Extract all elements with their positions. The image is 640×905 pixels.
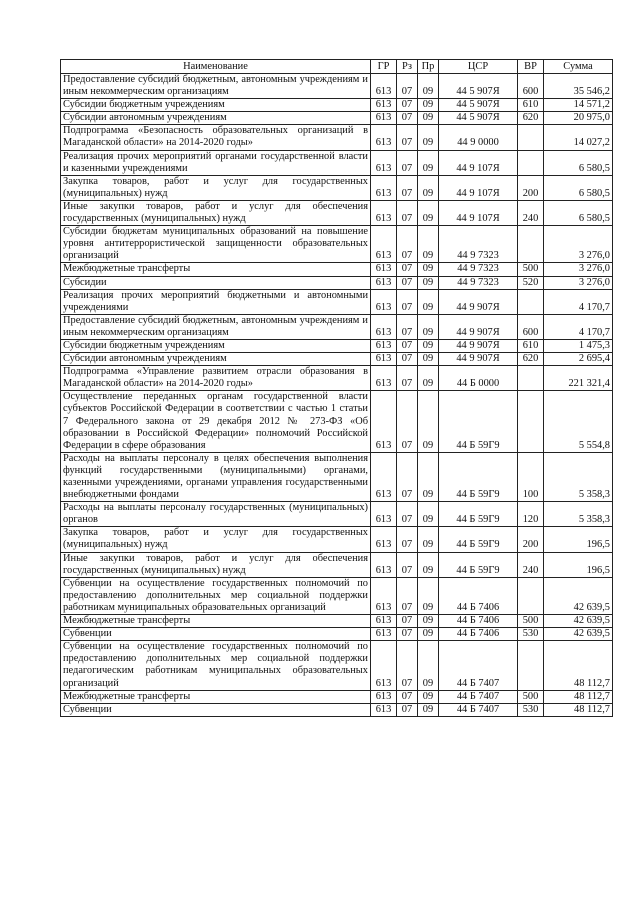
row-rz: 07: [397, 527, 418, 552]
row-gr: 613: [371, 615, 397, 628]
row-rz: 07: [397, 175, 418, 200]
row-csr: 44 9 907Я: [439, 314, 518, 339]
row-rz: 07: [397, 125, 418, 150]
row-sum: 2 695,4: [544, 353, 613, 366]
row-name: Расходы на выплаты персоналу в целях обеспечения выполнения функций государственными (муниципальными) органами, казенными учреждениями, органами управления государственными внебюджетными фондами: [61, 452, 371, 501]
row-pr: 09: [418, 577, 439, 614]
row-csr: 44 Б 7406: [439, 628, 518, 641]
table-row: [61, 641, 613, 690]
row-vr: [518, 150, 544, 175]
row-rz: 07: [397, 690, 418, 703]
row-gr: 613: [371, 289, 397, 314]
row-rz: 07: [397, 353, 418, 366]
row-csr: 44 9 7323: [439, 263, 518, 276]
row-rz: 07: [397, 452, 418, 501]
row-csr: 44 Б 7406: [439, 577, 518, 614]
row-vr: 610: [518, 339, 544, 352]
row-sum: 20 975,0: [544, 112, 613, 125]
table-row: [61, 391, 613, 452]
row-csr: 44 Б 59Г9: [439, 502, 518, 527]
row-gr: 613: [371, 150, 397, 175]
table-row: [61, 615, 613, 628]
row-gr: 613: [371, 366, 397, 391]
row-gr: 613: [371, 276, 397, 289]
row-csr: 44 9 107Я: [439, 200, 518, 225]
row-gr: 613: [371, 577, 397, 614]
row-sum: 3 276,0: [544, 263, 613, 276]
row-gr: 613: [371, 314, 397, 339]
row-pr: 09: [418, 628, 439, 641]
row-pr: 09: [418, 112, 439, 125]
row-sum: 48 112,7: [544, 690, 613, 703]
table-row: [61, 527, 613, 552]
row-vr: 200: [518, 175, 544, 200]
row-sum: 48 112,7: [544, 703, 613, 716]
table-row: [61, 74, 613, 99]
row-csr: 44 9 107Я: [439, 150, 518, 175]
row-vr: 500: [518, 690, 544, 703]
row-sum: 42 639,5: [544, 577, 613, 614]
row-rz: 07: [397, 641, 418, 690]
row-pr: 09: [418, 552, 439, 577]
row-vr: [518, 577, 544, 614]
table-row: [61, 339, 613, 352]
row-sum: 6 580,5: [544, 175, 613, 200]
row-sum: 14 027,2: [544, 125, 613, 150]
row-pr: 09: [418, 74, 439, 99]
row-pr: 09: [418, 703, 439, 716]
row-rz: 07: [397, 112, 418, 125]
row-pr: 09: [418, 452, 439, 501]
row-pr: 09: [418, 276, 439, 289]
row-csr: 44 9 907Я: [439, 339, 518, 352]
row-name: Межбюджетные трансферты: [61, 690, 371, 703]
row-name: Субсидии автономным учреждениям: [61, 353, 371, 366]
row-gr: 613: [371, 552, 397, 577]
row-gr: 613: [371, 125, 397, 150]
row-pr: 09: [418, 289, 439, 314]
table-row: [61, 150, 613, 175]
row-csr: 44 Б 59Г9: [439, 552, 518, 577]
row-pr: 09: [418, 615, 439, 628]
header-gr: ГР: [371, 60, 397, 74]
row-pr: 09: [418, 125, 439, 150]
row-pr: 09: [418, 314, 439, 339]
row-sum: 48 112,7: [544, 641, 613, 690]
table-row: [61, 263, 613, 276]
row-sum: 1 475,3: [544, 339, 613, 352]
row-csr: 44 9 107Я: [439, 175, 518, 200]
row-rz: 07: [397, 615, 418, 628]
row-gr: 613: [371, 74, 397, 99]
row-sum: 42 639,5: [544, 628, 613, 641]
row-pr: 09: [418, 175, 439, 200]
row-rz: 07: [397, 314, 418, 339]
row-rz: 07: [397, 366, 418, 391]
row-pr: 09: [418, 150, 439, 175]
row-name: Субсидии бюджетам муниципальных образований на повышение уровня антитеррористической защищенности образовательных организаций: [61, 226, 371, 263]
row-csr: 44 Б 59Г9: [439, 527, 518, 552]
row-rz: 07: [397, 226, 418, 263]
row-sum: 3 276,0: [544, 276, 613, 289]
row-sum: 14 571,2: [544, 99, 613, 112]
table-row: [61, 552, 613, 577]
budget-table: [60, 59, 613, 717]
row-vr: 500: [518, 615, 544, 628]
table-row: [61, 314, 613, 339]
row-vr: [518, 226, 544, 263]
row-csr: 44 9 0000: [439, 125, 518, 150]
row-sum: 42 639,5: [544, 615, 613, 628]
row-vr: [518, 366, 544, 391]
row-vr: 600: [518, 314, 544, 339]
row-pr: 09: [418, 339, 439, 352]
row-rz: 07: [397, 74, 418, 99]
table-row: [61, 577, 613, 614]
row-csr: 44 9 907Я: [439, 353, 518, 366]
row-gr: 613: [371, 690, 397, 703]
row-gr: 613: [371, 175, 397, 200]
row-pr: 09: [418, 99, 439, 112]
header-vr: ВР: [518, 60, 544, 74]
row-vr: 500: [518, 263, 544, 276]
row-sum: 221 321,4: [544, 366, 613, 391]
row-sum: 196,5: [544, 552, 613, 577]
table-row: [61, 175, 613, 200]
row-name: Осуществление переданных органам государственной власти субъектов Российской Федерации в соответствии с частью 1 статьи 7 Федерального закона от 29 декабря 2012 № 273-ФЗ «Об образовании в Российской Федерации» полномочий Российской Федерации в сфере образования: [61, 391, 371, 452]
row-gr: 613: [371, 99, 397, 112]
row-name: Межбюджетные трансферты: [61, 263, 371, 276]
header-sum: Сумма: [544, 60, 613, 74]
row-csr: 44 Б 7407: [439, 703, 518, 716]
row-name: Межбюджетные трансферты: [61, 615, 371, 628]
table-row: [61, 226, 613, 263]
row-pr: 09: [418, 263, 439, 276]
table-row: [61, 125, 613, 150]
row-sum: 4 170,7: [544, 314, 613, 339]
row-csr: 44 Б 7407: [439, 690, 518, 703]
row-name: Субвенции: [61, 703, 371, 716]
table-row: [61, 353, 613, 366]
row-csr: 44 5 907Я: [439, 74, 518, 99]
row-gr: 613: [371, 628, 397, 641]
row-rz: 07: [397, 552, 418, 577]
row-gr: 613: [371, 641, 397, 690]
row-name: Субвенции на осуществление государственных полномочий по предоставлению дополнительных мер социальной поддержки работникам муниципальных образовательных организаций: [61, 577, 371, 614]
row-name: Предоставление субсидий бюджетным, автономным учреждениям и иным некоммерческим организациям: [61, 314, 371, 339]
row-vr: 530: [518, 628, 544, 641]
row-csr: 44 Б 0000: [439, 366, 518, 391]
row-pr: 09: [418, 690, 439, 703]
row-name: Предоставление субсидий бюджетным, автономным учреждениям и иным некоммерческим организациям: [61, 74, 371, 99]
row-name: Расходы на выплаты персоналу государственных (муниципальных) органов: [61, 502, 371, 527]
table-row: [61, 703, 613, 716]
row-sum: 5 358,3: [544, 502, 613, 527]
budget-page: [60, 59, 612, 717]
table-row: [61, 502, 613, 527]
table-row: [61, 452, 613, 501]
row-name: Субсидии автономным учреждениям: [61, 112, 371, 125]
row-sum: 35 546,2: [544, 74, 613, 99]
row-gr: 613: [371, 339, 397, 352]
row-gr: 613: [371, 527, 397, 552]
row-csr: 44 Б 7406: [439, 615, 518, 628]
row-vr: 240: [518, 200, 544, 225]
row-pr: 09: [418, 200, 439, 225]
row-gr: 613: [371, 263, 397, 276]
row-vr: 120: [518, 502, 544, 527]
row-pr: 09: [418, 353, 439, 366]
row-name: Субсидии: [61, 276, 371, 289]
row-name: Субсидии бюджетным учреждениям: [61, 99, 371, 112]
row-pr: 09: [418, 366, 439, 391]
row-pr: 09: [418, 641, 439, 690]
row-csr: 44 5 907Я: [439, 99, 518, 112]
row-name: Закупка товаров, работ и услуг для государственных (муниципальных) нужд: [61, 175, 371, 200]
row-rz: 07: [397, 502, 418, 527]
row-rz: 07: [397, 200, 418, 225]
row-rz: 07: [397, 276, 418, 289]
row-sum: 6 580,5: [544, 200, 613, 225]
row-name: Реализация прочих мероприятий органами государственной власти и казенными учреждениями: [61, 150, 371, 175]
row-vr: [518, 289, 544, 314]
row-gr: 613: [371, 391, 397, 452]
row-rz: 07: [397, 289, 418, 314]
row-name: Реализация прочих мероприятий бюджетными и автономными учреждениями: [61, 289, 371, 314]
row-csr: 44 Б 7407: [439, 641, 518, 690]
row-gr: 613: [371, 452, 397, 501]
row-rz: 07: [397, 150, 418, 175]
header-name: Наименование: [61, 60, 371, 74]
row-gr: 613: [371, 353, 397, 366]
row-rz: 07: [397, 703, 418, 716]
row-pr: 09: [418, 502, 439, 527]
row-vr: 520: [518, 276, 544, 289]
row-sum: 4 170,7: [544, 289, 613, 314]
row-vr: [518, 125, 544, 150]
header-rz: Рз: [397, 60, 418, 74]
row-vr: 100: [518, 452, 544, 501]
header-pr: Пр: [418, 60, 439, 74]
table-row: [61, 628, 613, 641]
row-gr: 613: [371, 200, 397, 225]
table-row: [61, 289, 613, 314]
row-vr: 600: [518, 74, 544, 99]
table-row: [61, 112, 613, 125]
row-rz: 07: [397, 339, 418, 352]
row-vr: 530: [518, 703, 544, 716]
row-name: Закупка товаров, работ и услуг для государственных (муниципальных) нужд: [61, 527, 371, 552]
row-pr: 09: [418, 391, 439, 452]
row-name: Иные закупки товаров, работ и услуг для обеспечения государственных (муниципальных) нужд: [61, 552, 371, 577]
row-csr: 44 9 907Я: [439, 289, 518, 314]
row-rz: 07: [397, 577, 418, 614]
row-gr: 613: [371, 502, 397, 527]
row-vr: [518, 391, 544, 452]
row-pr: 09: [418, 527, 439, 552]
row-sum: 3 276,0: [544, 226, 613, 263]
row-name: Подпрограмма «Управление развитием отрасли образования в Магаданской области» на 2014-2020 годы»: [61, 366, 371, 391]
row-vr: 200: [518, 527, 544, 552]
row-csr: 44 Б 59Г9: [439, 391, 518, 452]
row-csr: 44 Б 59Г9: [439, 452, 518, 501]
row-csr: 44 9 7323: [439, 226, 518, 263]
row-name: Субсидии бюджетным учреждениям: [61, 339, 371, 352]
row-rz: 07: [397, 628, 418, 641]
row-vr: [518, 641, 544, 690]
row-gr: 613: [371, 112, 397, 125]
row-vr: 240: [518, 552, 544, 577]
row-csr: 44 5 907Я: [439, 112, 518, 125]
row-sum: 6 580,5: [544, 150, 613, 175]
row-name: Субвенции: [61, 628, 371, 641]
row-vr: 610: [518, 99, 544, 112]
header-csr: ЦСР: [439, 60, 518, 74]
table-row: [61, 276, 613, 289]
row-gr: 613: [371, 703, 397, 716]
row-name: Иные закупки товаров, работ и услуг для обеспечения государственных (муниципальных) нужд: [61, 200, 371, 225]
row-rz: 07: [397, 99, 418, 112]
header-row: [61, 60, 613, 74]
row-pr: 09: [418, 226, 439, 263]
row-vr: 620: [518, 353, 544, 366]
row-vr: 620: [518, 112, 544, 125]
table-row: [61, 200, 613, 225]
row-sum: 5 554,8: [544, 391, 613, 452]
row-gr: 613: [371, 226, 397, 263]
row-name: Подпрограмма «Безопасность образовательных организаций в Магаданской области» на 2014-2020 годы»: [61, 125, 371, 150]
table-row: [61, 690, 613, 703]
row-sum: 5 358,3: [544, 452, 613, 501]
row-sum: 196,5: [544, 527, 613, 552]
row-rz: 07: [397, 263, 418, 276]
table-row: [61, 366, 613, 391]
row-csr: 44 9 7323: [439, 276, 518, 289]
row-name: Субвенции на осуществление государственных полномочий по предоставлению дополнительных мер социальной поддержки педагогическим работникам муниципальных образовательных организаций: [61, 641, 371, 690]
row-rz: 07: [397, 391, 418, 452]
table-row: [61, 99, 613, 112]
